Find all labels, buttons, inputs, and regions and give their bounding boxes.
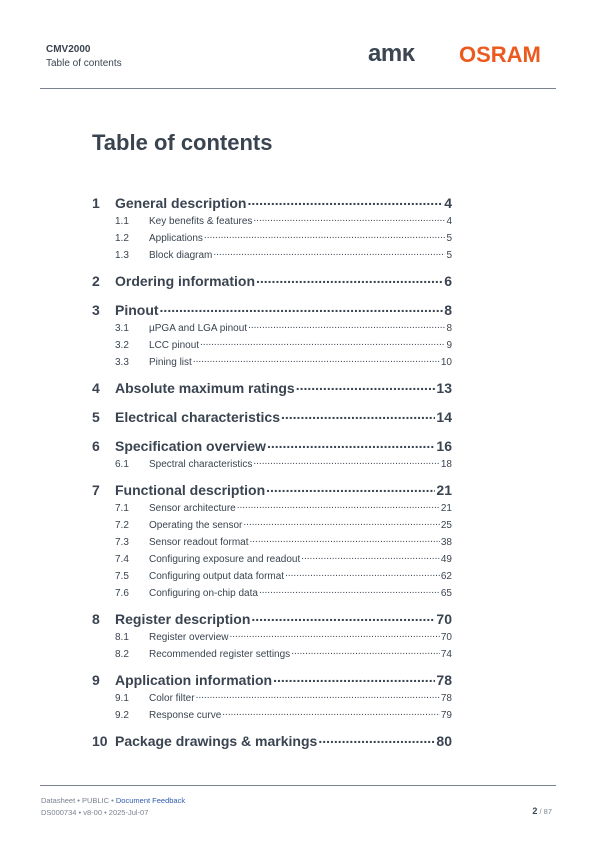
footer-classification [41,796,185,805]
toc-section-link[interactable] [92,248,452,262]
toc-section-link[interactable] [92,569,452,583]
toc-chapter-link[interactable] [92,194,452,214]
toc-section-link[interactable] [92,501,452,515]
toc-entry-page: 4 [446,216,452,227]
toc-entry-title: Pinout [115,302,159,318]
toc-entry-page: 8 [446,323,452,334]
toc-entry-page: 14 [436,409,452,425]
toc-entry-title: Package drawings & markings [115,733,318,749]
toc-entry-number: 8.2 [115,649,129,660]
toc-entry-title: LCC pinout [149,340,200,351]
toc-entry-page: 4 [444,195,452,211]
toc-entry-number: 8 [92,611,100,627]
header-section-name: Table of contents [46,58,122,69]
toc-entry-page: 70 [436,611,452,627]
toc-entry-title: Response curve [149,710,222,721]
toc-entry-number: 7.5 [115,571,129,582]
toc-entry-number: 1.1 [115,216,129,227]
toc-section-link[interactable] [92,231,452,245]
toc-entry-number: 3.1 [115,323,129,334]
toc-section-link[interactable] [92,214,452,228]
toc-entry-page: 16 [436,438,452,454]
toc-entry-number: 7.4 [115,554,129,565]
dot-leader [243,518,439,528]
dot-leader [296,379,436,393]
toc-entry-page: 78 [440,693,452,704]
toc-entry-number: 7 [92,482,100,498]
toc-entry-page: 5 [446,233,452,244]
toc-entry-page: 10 [440,357,452,368]
toc-entry-page: 49 [440,554,452,565]
toc-entry-page: 38 [440,537,452,548]
footer-doc-id: DS000734 • v8-00 • 2025-Jul-07 [41,808,149,817]
dot-leader [266,481,435,495]
dot-leader [160,301,444,315]
toc-entry-title: Applications [149,233,203,244]
toc-entry-page: 21 [436,482,452,498]
toc-section-link[interactable] [92,457,452,471]
dot-leader [247,194,443,208]
toc-entry-title: Electrical characteristics [115,409,280,425]
toc-entry-number: 3 [92,302,100,318]
toc-entry-page: 79 [440,710,452,721]
footer-public: PUBLIC [82,796,110,805]
toc-entry-title: Sensor readout format [149,537,249,548]
dot-leader [301,552,440,562]
toc-entry-page: 13 [436,380,452,396]
toc-entry-title: Register overview [149,632,229,643]
dot-leader [259,586,440,596]
toc-entry-page: 5 [446,250,452,261]
toc-entry-title: Configuring exposure and readout [149,554,301,565]
toc-entry-page: 9 [446,340,452,351]
toc-chapter-link[interactable] [92,671,452,691]
toc-entry-number: 3.2 [115,340,129,351]
toc-entry-number: 2 [92,273,100,289]
toc-entry-title: Register description [115,611,251,627]
toc-entry-number: 7.1 [115,503,129,514]
toc-entry-page: 80 [436,733,452,749]
toc-entry-title: Recommended register settings [149,649,291,660]
toc-entry-title: Absolute maximum ratings [115,380,295,396]
toc-entry-number: 1.3 [115,250,129,261]
toc-entry-title: Sensor architecture [149,503,236,514]
toc-section-link[interactable] [92,518,452,532]
toc-entry-number: 10 [92,733,108,749]
toc-entry-title: Configuring output data format [149,571,285,582]
toc-entry-page: 65 [440,588,452,599]
footer-divider [40,785,556,786]
dot-leader [267,437,435,451]
toc-entry-page: 6 [444,273,452,289]
ams-logo: amĸ [368,40,415,67]
toc-entry-title: Specification overview [115,438,266,454]
toc-chapter-link[interactable] [92,301,452,321]
toc-entry-title: Functional description [115,482,266,498]
page-number [532,806,552,816]
page-total: / 87 [537,807,552,816]
toc-section-link[interactable] [92,321,452,335]
page-current: 2 [532,806,538,816]
toc-entry-title: Ordering information [115,273,255,289]
dot-leader [213,248,445,258]
footer-separator: • [75,796,82,805]
toc-entry-number: 7.6 [115,588,129,599]
toc-entry-page: 74 [440,649,452,660]
dot-leader [291,647,440,657]
dot-leader [318,732,435,746]
toc-entry-page: 78 [436,672,452,688]
toc-entry-page: 25 [440,520,452,531]
footer-doc-type: Datasheet [41,796,76,805]
dot-leader [281,408,435,422]
dot-leader [253,457,440,467]
dot-leader [222,708,440,718]
toc-entry-title: General description [115,195,247,211]
toc-chapter-link[interactable] [92,732,452,752]
toc-entry-title: Application information [115,672,273,688]
toc-section-link[interactable] [92,630,452,644]
toc-entry-number: 9.1 [115,693,129,704]
toc-entry-page: 62 [440,571,452,582]
dot-leader [193,355,440,365]
toc-entry-number: 8.1 [115,632,129,643]
dot-leader [253,214,445,224]
toc-entry-page: 18 [440,459,452,470]
toc-section-link[interactable] [92,552,452,566]
toc-entry-title: Configuring on-chip data [149,588,258,599]
dot-leader [248,321,445,331]
dot-leader [256,272,443,286]
toc-entry-title: Color filter [149,693,195,704]
toc-chapter-link[interactable] [92,610,452,630]
document-feedback-link[interactable]: Document Feedback [115,796,186,805]
dot-leader [250,535,440,545]
toc-entry-number: 5 [92,409,100,425]
toc-chapter-link[interactable] [92,272,452,292]
toc-section-link[interactable] [92,586,452,600]
toc-chapter-link[interactable] [92,481,452,501]
toc-entry-page: 8 [444,302,452,318]
toc-section-link[interactable] [92,338,452,352]
toc-entry-title: Operating the sensor [149,520,243,531]
toc-entry-number: 7.3 [115,537,129,548]
toc-entry-page: 70 [440,632,452,643]
dot-leader [285,569,440,579]
dot-leader [251,610,435,624]
toc-entry-number: 1.2 [115,233,129,244]
osram-logo: OSRAM [459,42,541,67]
toc-chapter-link[interactable] [92,437,452,457]
toc-section-link[interactable] [92,355,452,369]
toc-section-link[interactable] [92,691,452,705]
page-title: Table of contents [92,130,273,155]
toc-section-link[interactable] [92,647,452,661]
toc-entry-number: 7.2 [115,520,129,531]
toc-entry-title: Block diagram [149,250,213,261]
toc-section-link[interactable] [92,535,452,549]
toc-entry-title: Key benefits & features [149,216,253,227]
dot-leader [204,231,446,241]
toc-entry-number: 9.2 [115,710,129,721]
toc-entry-number: 3.3 [115,357,129,368]
toc-entry-title: µPGA and LGA pinout [149,323,248,334]
header-divider [40,88,556,89]
toc-entry-page: 21 [440,503,452,514]
toc-entry-number: 4 [92,380,100,396]
header-product-name: CMV2000 [46,44,91,55]
toc-entry-title: Pining list [149,357,192,368]
footer-separator: • [109,796,116,805]
dot-leader [200,338,445,348]
toc-entry-number: 6.1 [115,459,129,470]
dot-leader [229,630,439,640]
dot-leader [237,501,440,511]
dot-leader [196,691,440,701]
toc-entry-title: Spectral characteristics [149,459,253,470]
toc-entry-number: 1 [92,195,100,211]
toc-chapter-link[interactable] [92,379,452,399]
toc-chapter-link[interactable] [92,408,452,428]
toc-section-link[interactable] [92,708,452,722]
toc-entry-number: 6 [92,438,100,454]
toc-entry-number: 9 [92,672,100,688]
dot-leader [273,671,435,685]
